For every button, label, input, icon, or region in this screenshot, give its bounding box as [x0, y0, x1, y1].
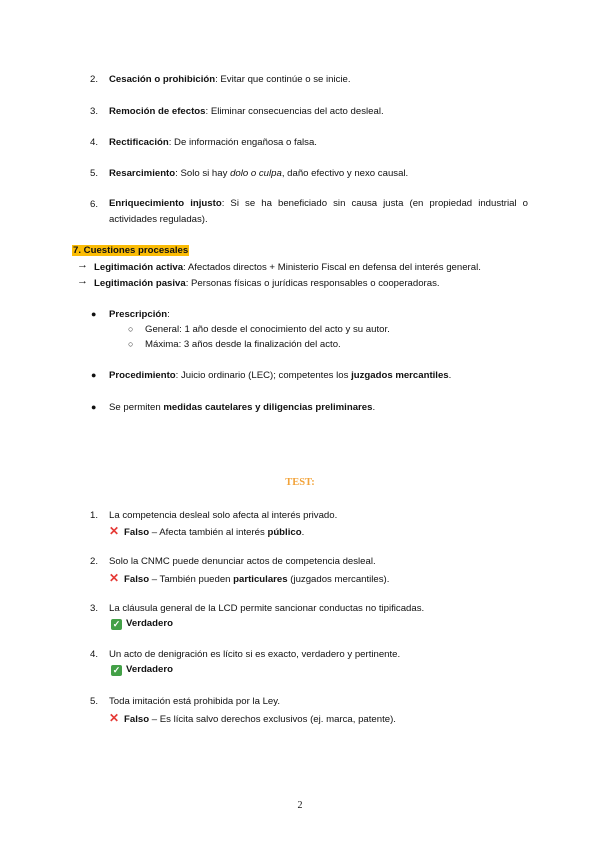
item-term: Cesación o prohibición: [109, 74, 216, 85]
prescripcion-maxima: Máxima: 3 años desde la finalización del acto.: [145, 339, 341, 350]
check-icon: ✓: [112, 619, 121, 629]
procedimiento: Procedimiento: Juicio ordinario (LEC); competentes los juzgados mercantiles.: [109, 370, 452, 381]
item-term: Remoción de efectos: [109, 106, 206, 117]
arrow-right-icon: →: [77, 275, 88, 287]
item-term: Rectificación: [109, 137, 169, 148]
prescripcion-general: General: 1 año desde el conocimiento del acto y su autor.: [145, 324, 390, 335]
check-icon: ✓: [112, 665, 121, 675]
legitimacion-pasiva: Legitimación pasiva: Personas físicas o jurídicas responsables o cooperadoras.: [94, 278, 440, 289]
legitimacion-activa: Legitimación activa: Afectados directos + Ministerio Fiscal en defensa del interés general.: [94, 262, 481, 273]
bullet-icon: ●: [91, 402, 97, 412]
item-term: Resarcimiento: [109, 168, 176, 179]
bullet-icon: ●: [91, 370, 97, 380]
cross-icon: ✕: [109, 524, 120, 538]
prescripcion: Prescripción:: [109, 309, 170, 320]
page-number: 2: [297, 800, 303, 811]
medidas: Se permiten medidas cautelares y diligencias preliminares.: [109, 402, 376, 413]
circle-bullet-icon: ○: [128, 324, 134, 334]
circle-bullet-icon: ○: [128, 339, 134, 349]
section-heading: 7. Cuestiones procesales: [73, 245, 189, 256]
item-term: Enriquecimiento injusto: [109, 198, 222, 209]
cross-icon: ✕: [109, 571, 120, 585]
bullet-icon: ●: [91, 309, 97, 319]
arrow-right-icon: →: [77, 259, 88, 271]
cross-icon: ✕: [109, 711, 120, 725]
test-title: TEST:: [285, 477, 315, 488]
